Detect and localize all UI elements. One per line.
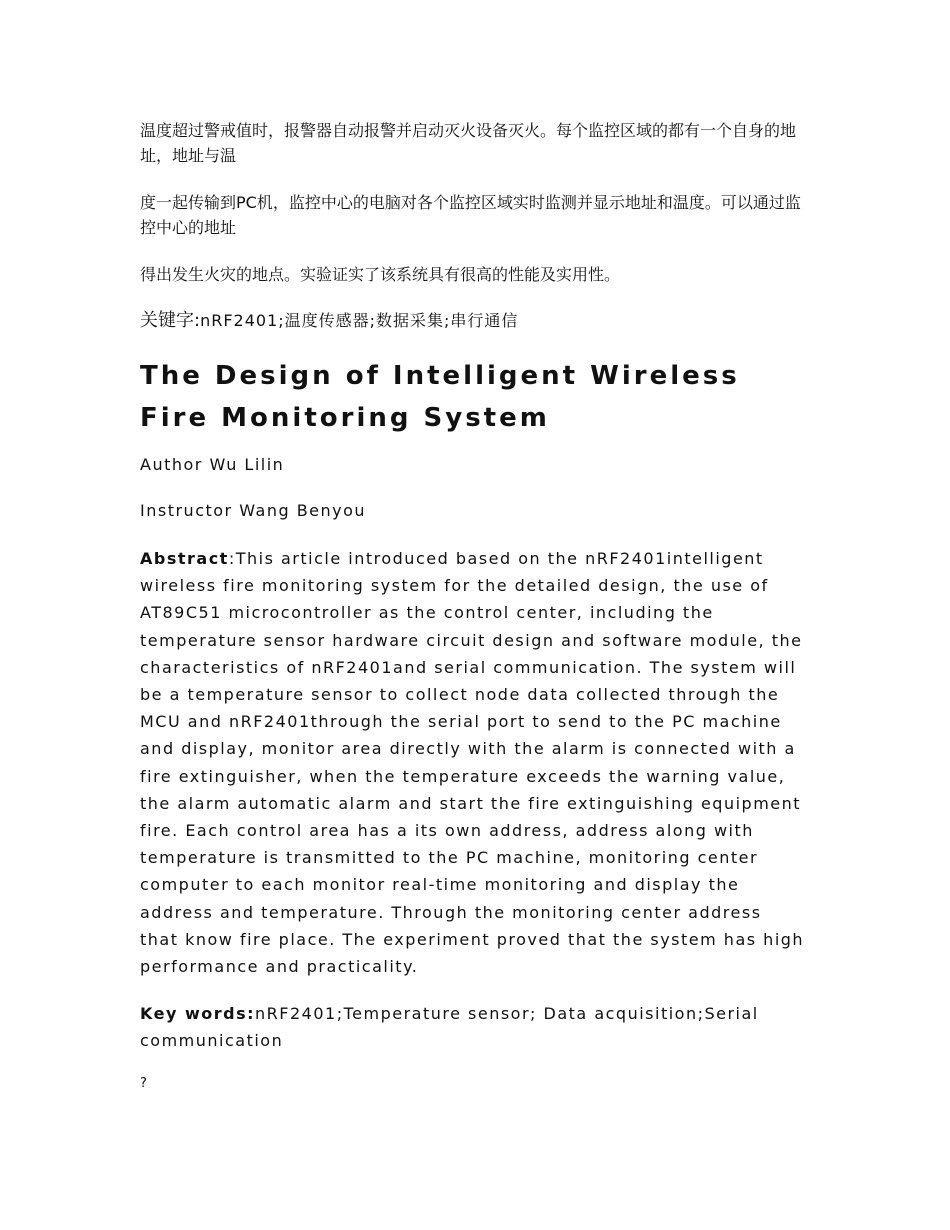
english-keywords-label: Key words:	[140, 1004, 256, 1024]
chinese-abstract-paragraph-2: 度一起传输到PC机，监控中心的电脑对各个监控区域实时监测并显示地址和温度。可以通过监控中心的地址	[140, 193, 801, 237]
document-page	[140, 118, 806, 1094]
english-keywords-value: nRF2401;Temperature sensor; Data acquisition;Serial communication	[140, 1004, 759, 1051]
trailing-question-mark: ?	[140, 1076, 147, 1092]
instructor-line: Instructor Wang Benyou	[140, 501, 367, 520]
english-keywords	[140, 1000, 806, 1054]
chinese-abstract-paragraph-3: 得出发生火灾的地点。实验证实了该系统具有很高的性能及实用性。	[140, 265, 621, 284]
chinese-keywords	[140, 309, 806, 333]
chinese-keywords-value: nRF2401;温度传感器;数据采集;串行通信	[200, 311, 519, 330]
abstract-text: :This article introduced based on the nRF2401intelligent wireless fire monitoring system for the detailed design, the use of AT89C51 microcontroller as the control center, including the temperature sensor hardware circuit design and software module, the characteristics of nRF2401and serial communication. The system will be a temperature sensor to collect node data collected through the MCU and nRF2401through the serial port to send to the PC machine and display, monitor area directly with the alarm is connected with a fire extinguisher, when the temperature exceeds the warning value, the alarm automatic alarm and start the fire extinguishing equipment fire. Each control area has a its own address, address along with temperature is transmitted to the PC machine, monitoring center computer to each monitor real-time monitoring and display the address and temperature. Through the monitoring center address that know fire place. The experiment proved that the system has high performance and practicality.	[140, 549, 805, 977]
english-abstract	[140, 545, 806, 980]
chinese-keywords-label: 关键字:	[140, 310, 201, 331]
author-line: Author Wu Lilin	[140, 455, 285, 474]
abstract-label: Abstract	[140, 549, 229, 568]
english-title: The Design of Intelligent Wireless Fire Monitoring System	[140, 361, 740, 433]
chinese-abstract-paragraph-1: 温度超过警戒值时，报警器自动报警并启动灭火设备灭火。每个监控区域的都有一个自身的地址，地址与温	[140, 121, 797, 165]
